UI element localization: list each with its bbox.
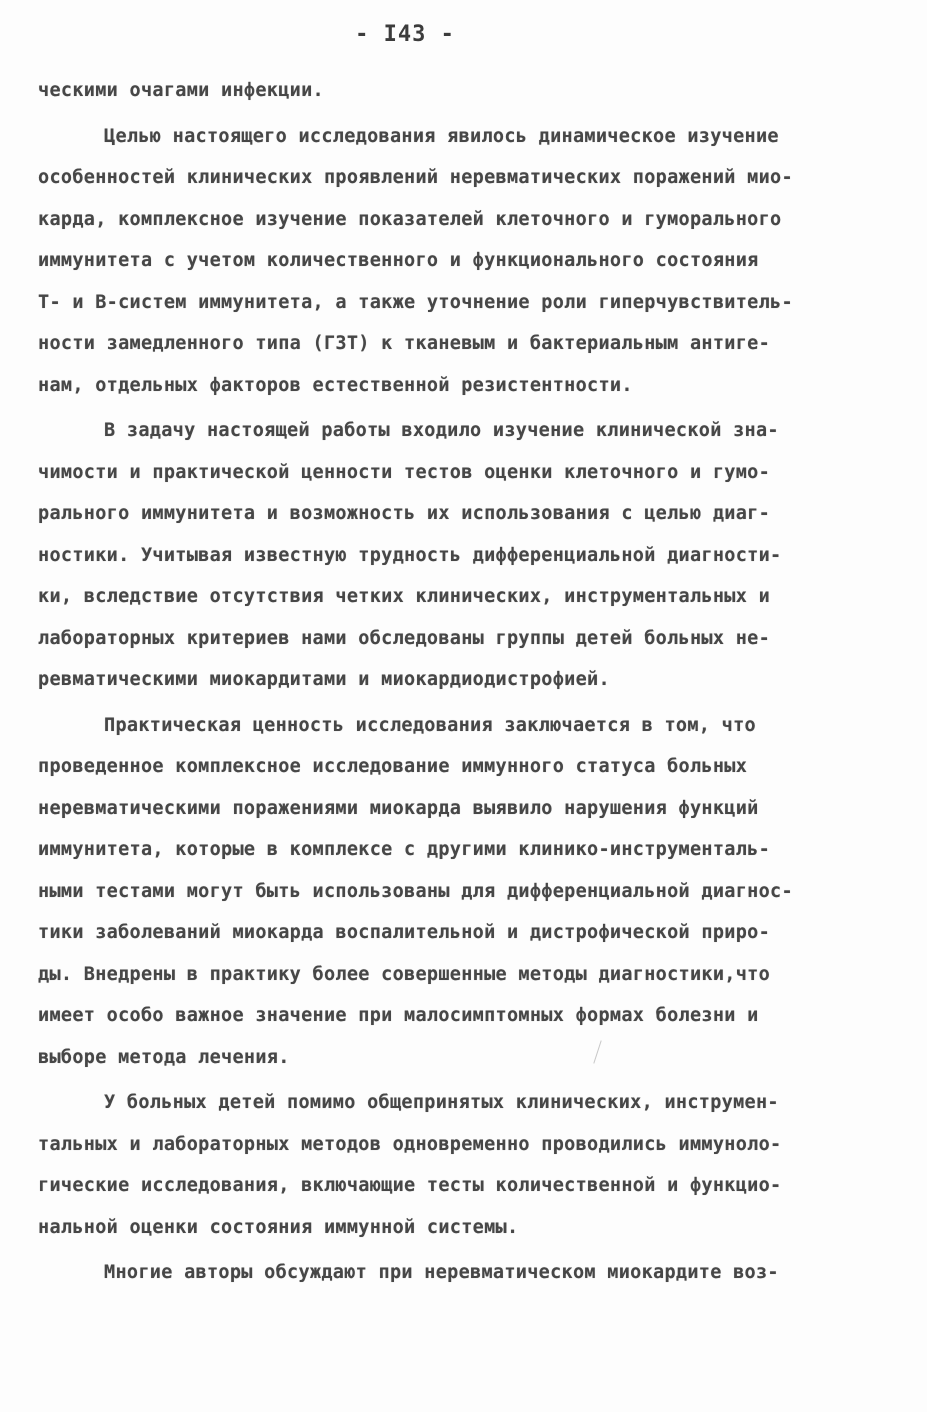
paragraph bbox=[38, 410, 893, 701]
paragraph bbox=[38, 1082, 893, 1248]
text-line: иммунитета, которые в комплексе с другими клинико-инструменталь- bbox=[38, 839, 771, 860]
paragraph bbox=[38, 1252, 893, 1294]
text-line: ревматическими миокардитами и миокардиодистрофией. bbox=[38, 669, 610, 690]
text-line: имеет особо важное значение при малосимптомных формах болезни и bbox=[38, 1005, 759, 1026]
text-line: нам, отдельных факторов естественной резистентности. bbox=[38, 374, 633, 396]
text-line: У больных детей помимо общепринятых клинических, инструмен- bbox=[104, 1092, 779, 1113]
text-line: ности замедленного типа (ГЗТ) к тканевым и бактериальным антиге- bbox=[38, 333, 771, 354]
text-line: Практическая ценность исследования заключается в том, что bbox=[104, 714, 756, 736]
text-line: рального иммунитета и возможность их использования с целью диаг- bbox=[38, 503, 771, 524]
paragraph bbox=[38, 70, 893, 112]
text-line: ки, вследствие отсутствия четких клинических, инструментальных и bbox=[38, 586, 771, 607]
text-line: В задачу настоящей работы входило изучение клинической зна- bbox=[104, 420, 779, 441]
text-line: Многие авторы обсуждают при неревматическом миокардите воз- bbox=[104, 1262, 779, 1283]
paragraph bbox=[38, 705, 893, 1079]
text-line: ды. Внедрены в практику более совершенные методы диагностики,что bbox=[38, 963, 771, 985]
text-line: тальных и лабораторных методов одновременно проводились иммуноло- bbox=[38, 1133, 782, 1155]
text-line: ческими очагами инфекции. bbox=[38, 80, 324, 101]
text-line: особенностей клинических проявлений неревматических поражений мио- bbox=[38, 167, 793, 188]
text-line: иммунитета с учетом количественного и функционального состояния bbox=[38, 250, 759, 271]
text-line: неревматическими поражениями миокарда выявило нарушения функций bbox=[38, 797, 759, 819]
text-line: Целью настоящего исследования явилось динамическое изучение bbox=[104, 125, 779, 147]
text-line: нальной оценки состояния иммунной системы. bbox=[38, 1216, 519, 1238]
text-line: ностики. Учитывая известную трудность дифференциальной диагности- bbox=[38, 544, 782, 566]
text-line: чимости и практической ценности тестов оценки клеточного и гумо- bbox=[38, 461, 771, 483]
body-text bbox=[38, 70, 893, 1294]
text-line: тики заболеваний миокарда воспалительной и дистрофической приро- bbox=[38, 922, 771, 943]
text-line: лабораторных критериев нами обследованы группы детей больных не- bbox=[38, 627, 771, 649]
text-line: ными тестами могут быть использованы для дифференциальной диагнос- bbox=[38, 880, 793, 902]
text-line: выборе метода лечения. bbox=[38, 1046, 290, 1068]
text-line: проведенное комплексное исследование иммунного статуса больных bbox=[38, 756, 748, 777]
page-number: - I43 - bbox=[355, 22, 455, 47]
paragraph bbox=[38, 116, 893, 407]
text-line: карда, комплексное изучение показателей клеточного и гуморального bbox=[38, 208, 782, 230]
text-line: гические исследования, включающие тесты количественной и функцио- bbox=[38, 1175, 782, 1196]
text-line: Т- и В-систем иммунитета, а также уточнение роли гиперчувствитель- bbox=[38, 291, 793, 313]
